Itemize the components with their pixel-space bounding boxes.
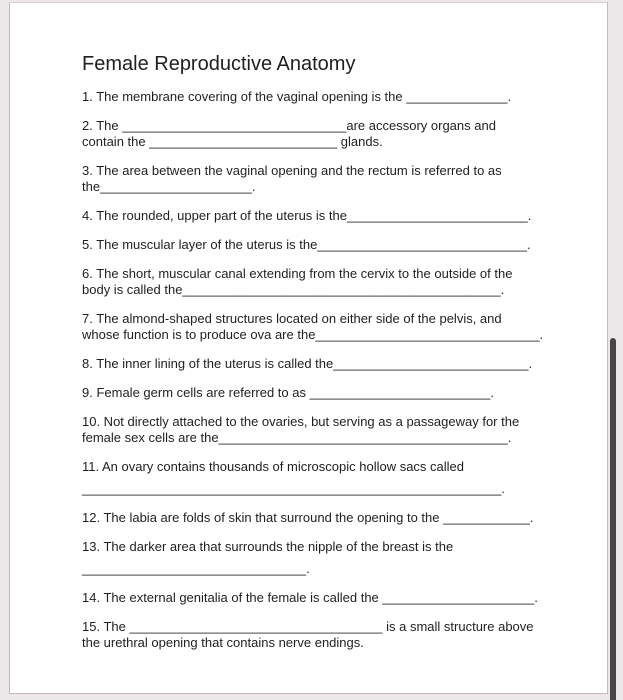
page-title: Female Reproductive Anatomy	[82, 53, 356, 75]
question-5	[82, 237, 562, 253]
question-15-line-2: the urethral opening that contains nerve endings.	[82, 635, 364, 650]
question-1-line-1: 1. The membrane covering of the vaginal opening is the ______________.	[82, 89, 512, 104]
question-10-line-1: 10. Not directly attached to the ovaries, but serving as a passageway for the	[82, 414, 520, 429]
question-13-line-2: _______________________________.	[82, 561, 310, 576]
question-15	[82, 619, 562, 651]
question-6	[82, 266, 562, 298]
question-14	[82, 590, 562, 606]
question-7-line-1: 7. The almond-shaped structures located on either side of the pelvis, and	[82, 311, 502, 326]
question-6-line-2: body is called the____________________________________________.	[82, 282, 505, 297]
question-14-line-1: 14. The external genitalia of the female is called the _____________________.	[82, 590, 538, 605]
question-4-line-1: 4. The rounded, upper part of the uterus is the_________________________.	[82, 208, 532, 223]
question-2-line-1: 2. The _______________________________are accessory organs and	[82, 118, 496, 133]
question-11	[82, 459, 562, 497]
question-4	[82, 208, 562, 224]
question-10-line-2: female sex cells are the________________________________________.	[82, 430, 512, 445]
question-7-line-2: whose function is to produce ova are the_______________________________.	[82, 327, 544, 342]
question-10	[82, 414, 562, 446]
question-5-line-1: 5. The muscular layer of the uterus is the_____________________________.	[82, 237, 531, 252]
question-2-line-2: contain the __________________________ glands.	[82, 134, 383, 149]
question-9-line-1: 9. Female germ cells are referred to as _________________________.	[82, 385, 494, 400]
scrollbar-thumb[interactable]	[610, 338, 616, 700]
question-13-line-1: 13. The darker area that surrounds the nipple of the breast is the	[82, 539, 454, 554]
question-7	[82, 311, 562, 343]
question-13	[82, 539, 562, 577]
question-8	[82, 356, 562, 372]
question-9	[82, 385, 562, 401]
question-3	[82, 163, 562, 195]
worksheet-page	[9, 2, 608, 694]
question-12	[82, 510, 562, 526]
question-11-line-1: 11. An ovary contains thousands of microscopic hollow sacs called	[82, 459, 465, 474]
question-11-line-2: __________________________________________________________.	[82, 481, 505, 496]
question-3-line-2: the_____________________.	[82, 179, 256, 194]
question-15-line-1: 15. The ___________________________________ is a small structure above	[82, 619, 534, 634]
question-12-line-1: 12. The labia are folds of skin that surround the opening to the ____________.	[82, 510, 534, 525]
page-content	[10, 3, 562, 651]
question-6-line-1: 6. The short, muscular canal extending from the cervix to the outside of the	[82, 266, 513, 281]
question-8-line-1: 8. The inner lining of the uterus is called the___________________________.	[82, 356, 533, 371]
question-list	[82, 89, 562, 651]
question-1	[82, 89, 562, 105]
question-3-line-1: 3. The area between the vaginal opening and the rectum is referred to as	[82, 163, 502, 178]
question-2	[82, 118, 562, 150]
